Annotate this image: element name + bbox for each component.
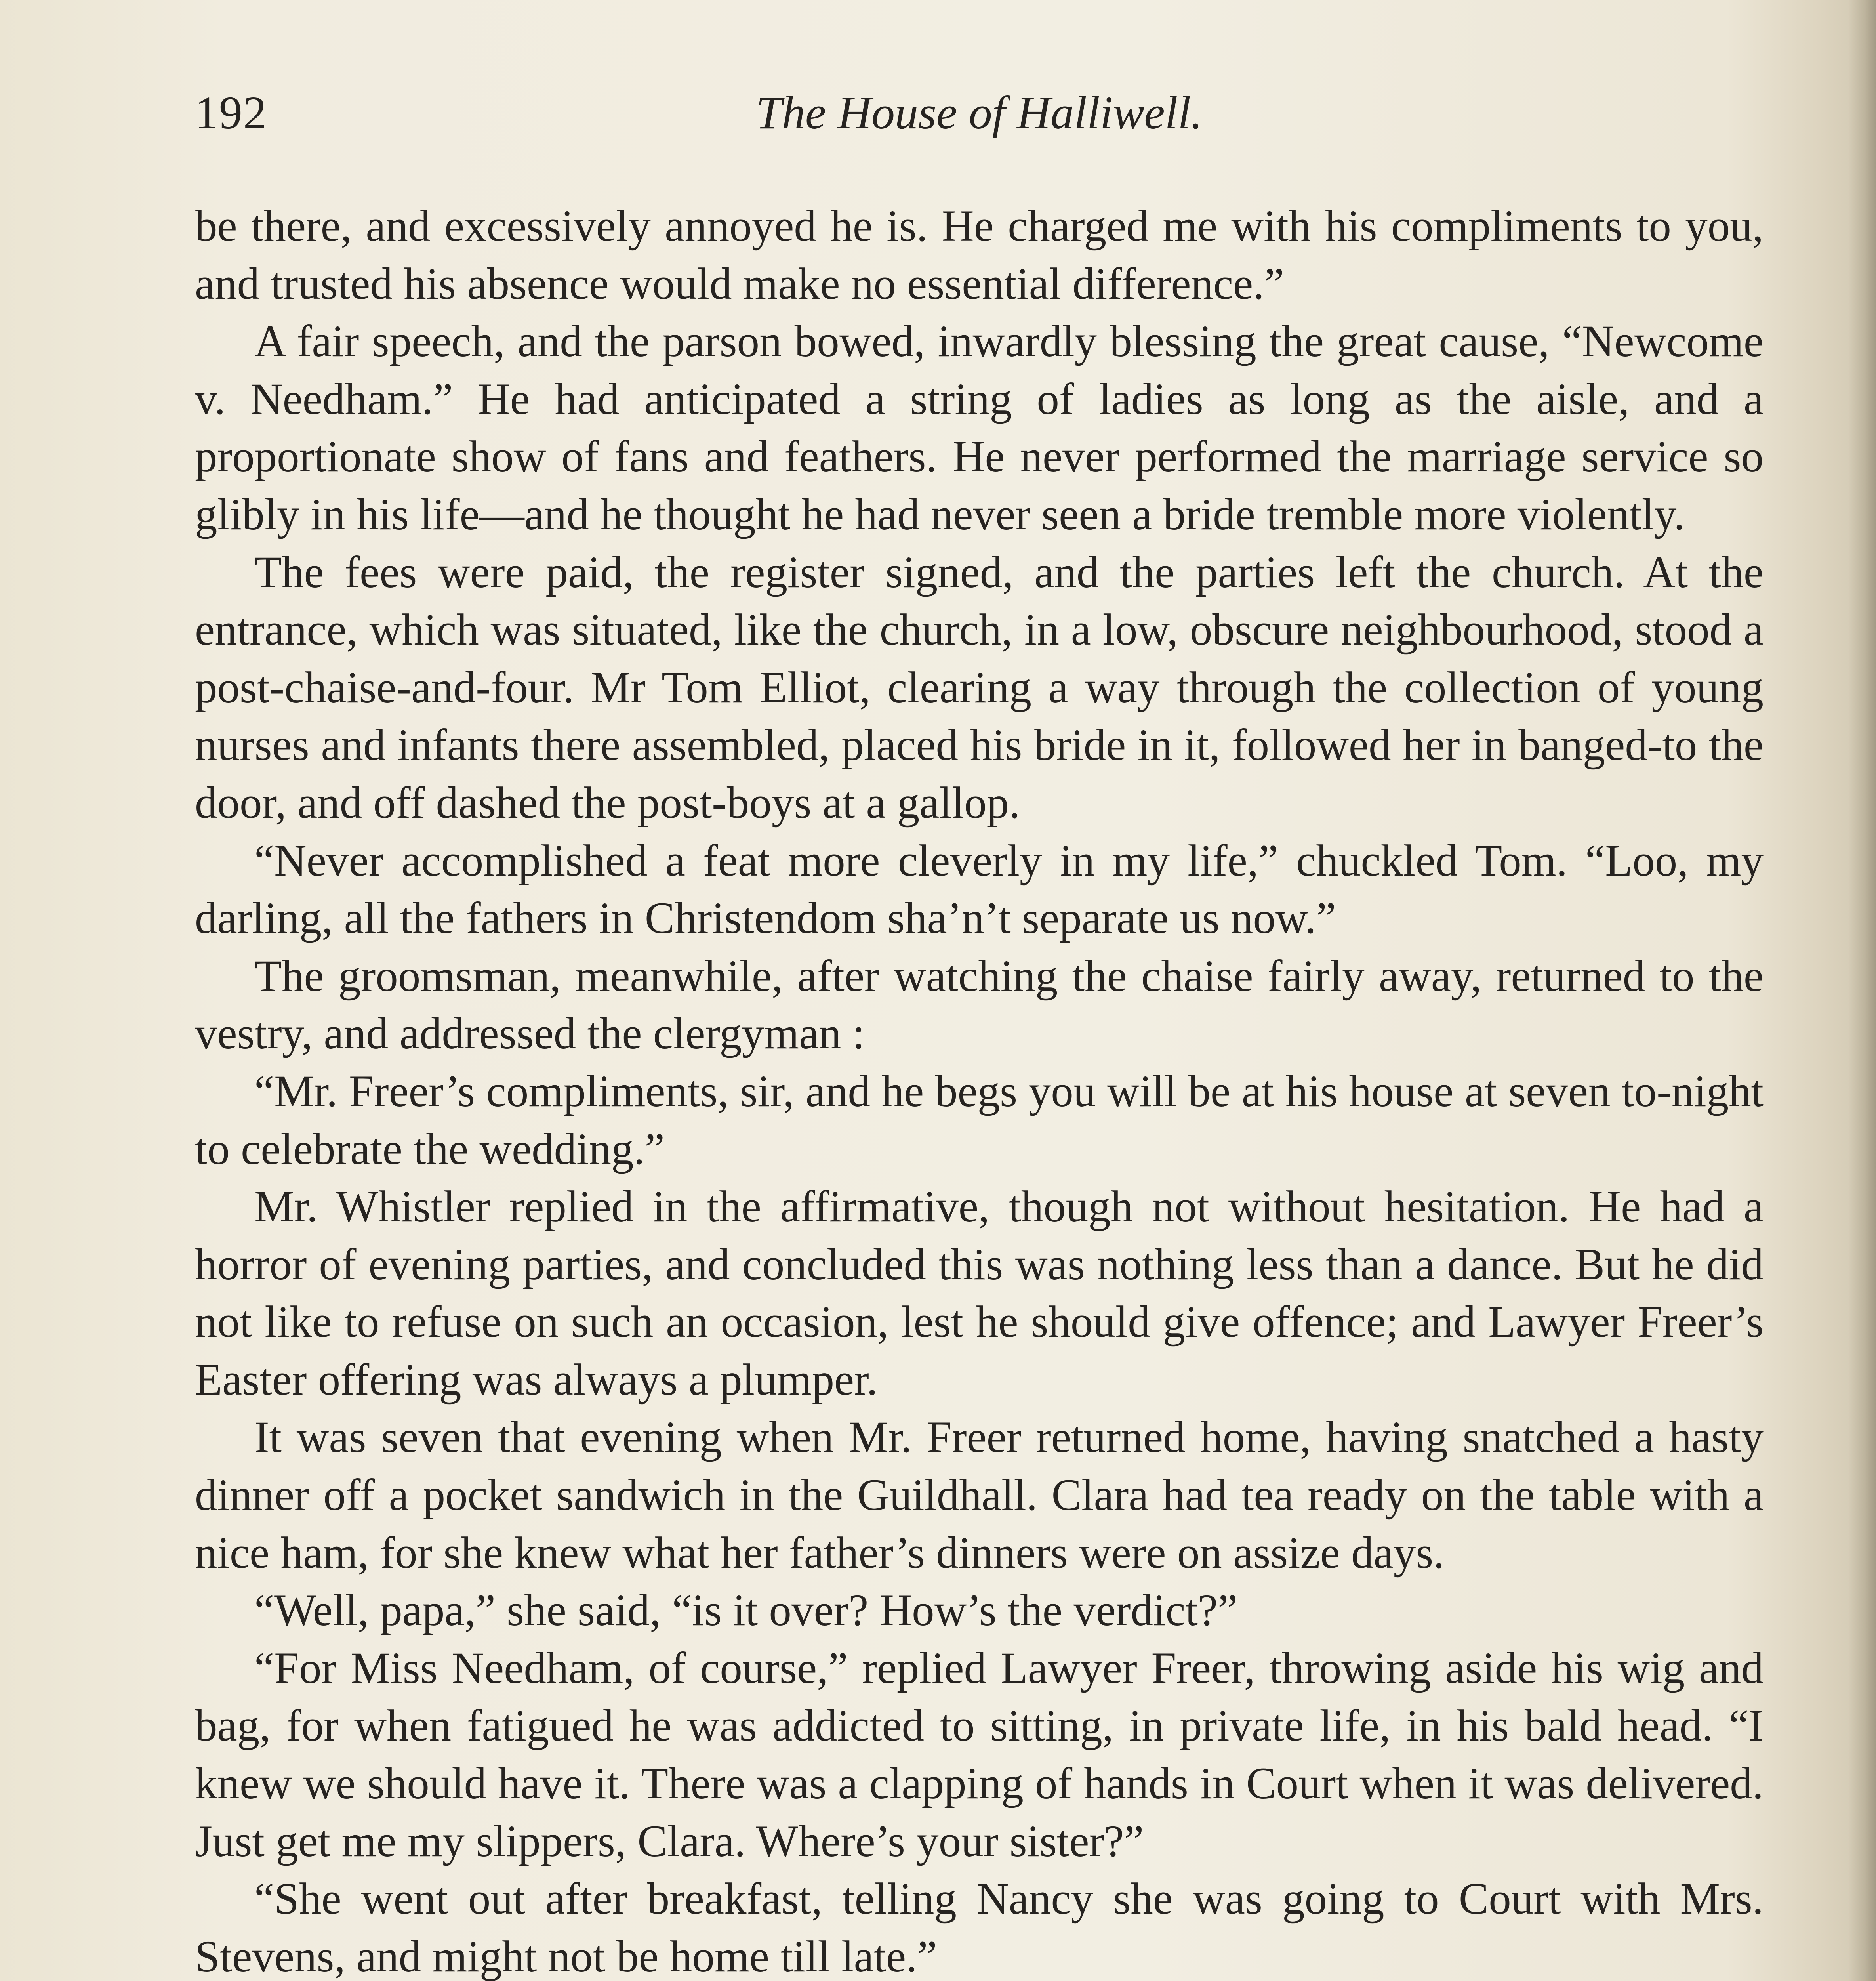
paragraph: “Well, papa,” she said, “is it over? How’s the verdict?”: [254, 1586, 1238, 1636]
paragraph: “For Miss Needham, of course,” replied Lawyer Freer, throwing aside his wig and bag, for when fatigued he was addicted to sitting, in private life, in his bald head. “I knew we should have it. There was a clapping of hands in Court when it was delivered. Just get me my slippers, Clara. Where’s your sister?”: [195, 1643, 1764, 1866]
running-title: The House of Halliwell.: [756, 87, 1203, 139]
page-number: 192: [195, 87, 267, 139]
paragraph: The groomsman, meanwhile, after watching the chaise fairly away, returned to the vestry, and addressed the clergyman :: [195, 951, 1764, 1059]
paragraph: “Mr. Freer’s compliments, sir, and he begs you will be at his house at seven to-night to celebrate the wedding.”: [195, 1066, 1764, 1174]
paragraph: It was seven that evening when Mr. Freer returned home, having snatched a hasty dinner off a pocket sandwich in the Guildhall. Clara had tea ready on the table with a nice ham, for she knew what her father’s dinners were on assize days.: [195, 1412, 1764, 1578]
running-head: [195, 85, 1764, 141]
body-text: [195, 197, 1764, 1981]
paragraph: The fees were paid, the register signed, and the parties left the church. At the entrance, which was situated, like the church, in a low, obscure neighbourhood, stood a post-chaise-and-four. Mr Tom Elliot, clearing a way through the collection of young nurses and infants there assembled, placed his bride in it, followed her in banged-to the door, and off dashed the post-boys at a gallop.: [195, 547, 1764, 828]
paragraph: “She went out after breakfast, telling Nancy she was going to Court with Mrs. Stevens, and might not be home till late.”: [195, 1874, 1764, 1981]
paragraph: A fair speech, and the parson bowed, inwardly blessing the great cause, “Newcome v. Needham.” He had anticipated a string of ladies as long as the aisle, and a proportionate show of fans and feathers. He never performed the marriage service so glibly in his life—and he thought he had never seen a bride tremble more violently.: [195, 317, 1764, 539]
paragraph: “Never accomplished a feat more cleverly in my life,” chuckled Tom. “Loo, my darling, all the fathers in Christendom sha’n’t separate us now.”: [195, 836, 1764, 943]
paragraph: Mr. Whistler replied in the affirmative, though not without hesitation. He had a horror of evening parties, and concluded this was nothing less than a dance. But he did not like to refuse on such an occasion, lest he should give offence; and Lawyer Freer’s Easter offering was always a plumper.: [195, 1182, 1764, 1405]
spine-shadow: [1848, 0, 1876, 1981]
paragraph: be there, and excessively annoyed he is. He charged me with his compliments to you, and trusted his absence would make no essential difference.”: [195, 201, 1764, 309]
